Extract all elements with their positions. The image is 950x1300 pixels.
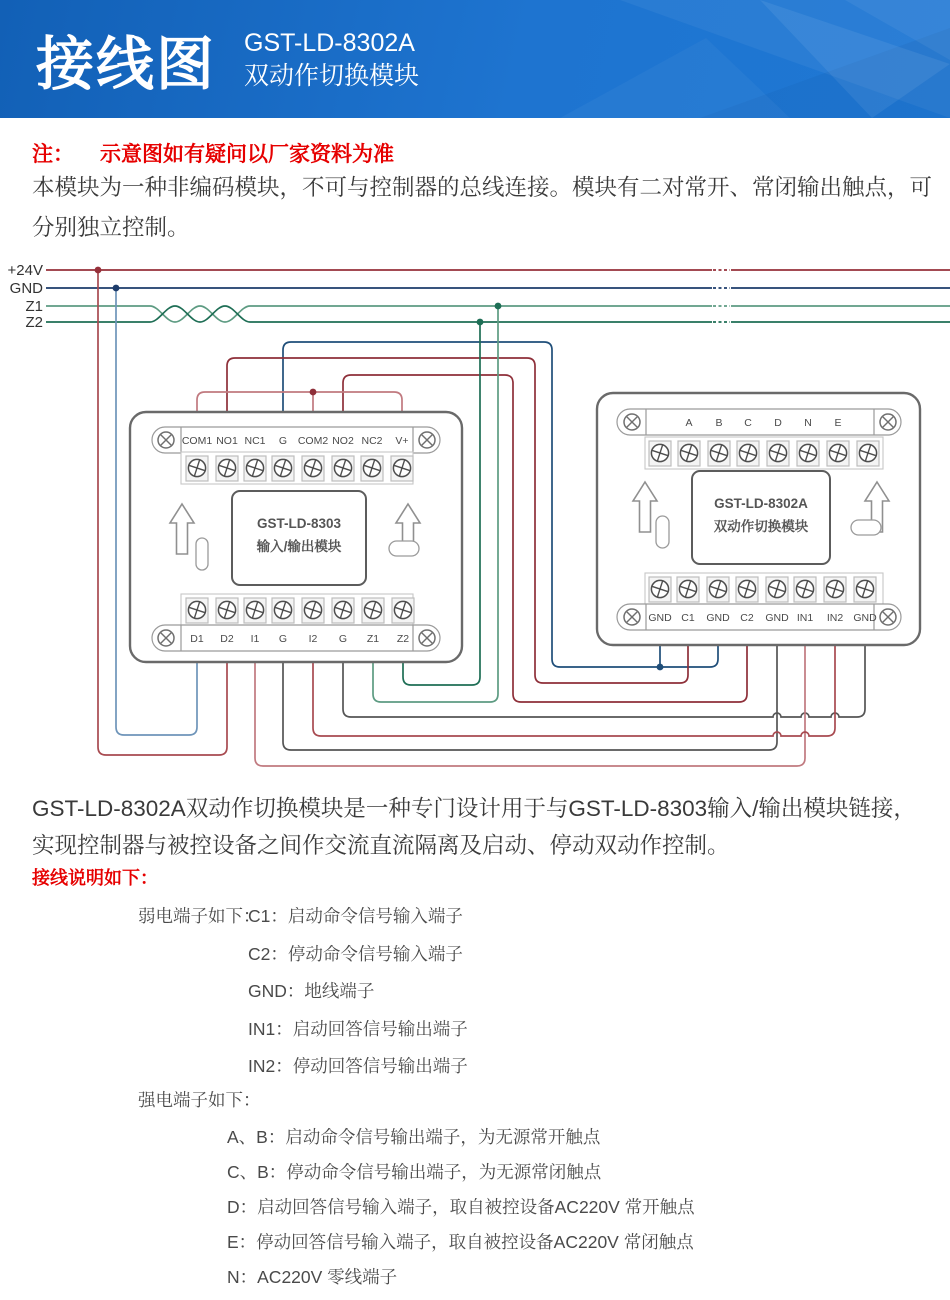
note-line [32,138,394,168]
terminal-label: Z2 [396,633,410,645]
screw-terminal-icon [708,441,730,466]
screw-terminal-icon [244,456,266,481]
note-text: 示意图如有疑问以厂家资料为准 [100,143,394,166]
terminal-label: I2 [308,633,318,645]
terminal-label: COM1 [181,435,213,447]
terminal-label: G [278,633,288,645]
terminal-label: D1 [190,633,204,645]
screw-terminal-icon [824,577,846,602]
terminal-label: D2 [220,633,234,645]
terminal-label: NO2 [332,435,354,447]
page-title: 接线图 [36,32,217,97]
junction-24v [95,267,102,274]
junction-gnd [113,285,120,292]
terminal-desc-item: C、B：停动命令信号输出端子，为无源常闭触点 [227,1162,602,1182]
terminal-label: G [338,633,348,645]
terminal-label: GND [853,612,877,624]
header-content [0,0,950,118]
terminal-label: D [774,417,782,429]
terminal-label: GND [706,612,730,624]
screw-terminal-icon [736,577,758,602]
junction-gnd-right [657,664,664,671]
screw-terminal-icon [216,598,238,623]
left-module-title: GST-LD-8303 [256,516,342,531]
junction-z1 [495,303,502,310]
weak-terminals-label: 弱电端子如下： [138,906,261,926]
screw-terminal-icon [391,456,413,481]
terminal-desc-item: E：停动回答信号输入端子，取自被控设备AC220V 常闭触点 [227,1232,694,1252]
terminal-label: C [744,417,752,429]
screw-terminal-icon [678,441,700,466]
led-cutout [196,538,208,570]
right-module-nameplate [692,471,830,564]
screw-terminal-icon [707,577,729,602]
bus-label-gnd: GND [9,280,43,297]
screw-terminal-icon [737,441,759,466]
left-module [130,412,462,662]
description-paragraph: GST-LD-8302A双动作切换模块是一种专门设计用于与GST-LD-8303输入/输出模块链接，实现控制器与被控设备之间作交流直流隔离及启动、停动双动作控制。 [32,796,916,858]
screw-terminal-icon [272,456,294,481]
terminal-desc-item: D：启动回答信号输入端子，取自被控设备AC220V 常开触点 [227,1197,695,1217]
screw-terminal-icon [649,577,671,602]
bus-label-z1: Z1 [25,298,43,315]
screw-terminal-icon [854,577,876,602]
terminal-desc-item: GND：地线端子 [248,981,375,1001]
screw-terminal-icon [827,441,849,466]
terminal-label: IN2 [826,612,844,624]
screw-terminal-icon [186,456,208,481]
led-cutout [656,516,669,548]
screw-terminal-icon [216,456,238,481]
buzzer-cutout [389,541,419,556]
screw-terminal-icon [677,577,699,602]
product-model: GST-LD-8302A [244,29,415,57]
bus-label-24v: +24V [7,262,43,279]
left-module-subtitle: 输入/输出模块 [256,539,342,554]
buzzer-cutout [851,520,881,535]
screw-terminal-icon [302,456,324,481]
screw-terminal-icon [766,577,788,602]
page-subtitle [244,27,419,93]
screw-terminal-icon [767,441,789,466]
screw-terminal-icon [361,456,383,481]
terminal-desc-item: C1：启动命令信号输入端子 [248,906,463,926]
right-module-title: GST-LD-8302A [714,496,808,511]
terminal-label: NC2 [361,435,383,447]
weak-terminals-list [248,903,468,1091]
terminal-label: C2 [740,612,754,624]
right-module [597,393,920,645]
screw-terminal-icon [362,598,384,623]
terminal-label: COM2 [297,435,329,447]
junction-z2 [477,319,484,326]
header-banner [0,0,950,118]
strong-terminals-label: 强电端子如下： [138,1090,261,1110]
screw-terminal-icon [649,441,671,466]
screw-terminal-icon [797,441,819,466]
intro-paragraph: 本模块为一种非编码模块，不可与控制器的总线连接。模块有二对常开、常闭输出触点，可分别独立控制。 [32,175,933,240]
terminal-label: N [804,417,812,429]
screw-terminal-icon [302,598,324,623]
terminal-label: GND [765,612,789,624]
screw-terminal-icon [794,577,816,602]
terminal-label: G [278,435,288,447]
screw-terminal-icon [272,598,294,623]
wiring-diagram [0,248,950,790]
screw-terminal-icon [244,598,266,623]
terminal-desc-item: A、B：启动命令信号输出端子，为无源常开触点 [227,1127,601,1147]
terminal-desc-item: IN2：停动回答信号输出端子 [248,1056,468,1076]
terminal-label: GND [648,612,672,624]
product-name: 双动作切换模块 [244,62,420,90]
terminal-desc-item: IN1：启动回答信号输出端子 [248,1018,468,1039]
screw-terminal-icon [392,598,414,623]
terminal-label: C1 [681,612,695,624]
terminal-desc-item: C2：停动命令信号输入端子 [248,943,463,964]
screw-terminal-icon [186,598,208,623]
terminal-label: A [685,417,693,429]
terminal-label: I1 [250,633,260,645]
terminal-label: NC1 [244,435,266,447]
junction-com2 [310,389,317,396]
terminal-label: V+ [395,435,409,447]
note-label: 注： [32,143,74,166]
terminal-desc-item: N：AC220V 零线端子 [227,1267,398,1287]
terminal-label: E [834,417,842,429]
strong-terminals-list [227,1124,695,1299]
terminal-label: NO1 [216,435,238,447]
terminal-label: Z1 [366,633,380,645]
bus-label-z2: Z2 [25,314,43,331]
wiring-heading: 接线说明如下： [32,868,158,888]
terminal-label: IN1 [796,612,814,624]
left-module-nameplate [232,491,366,585]
screw-terminal-icon [332,456,354,481]
screw-terminal-icon [857,441,879,466]
right-module-subtitle: 双动作切换模块 [713,519,809,534]
terminal-label: B [715,417,723,429]
screw-terminal-icon [332,598,354,623]
